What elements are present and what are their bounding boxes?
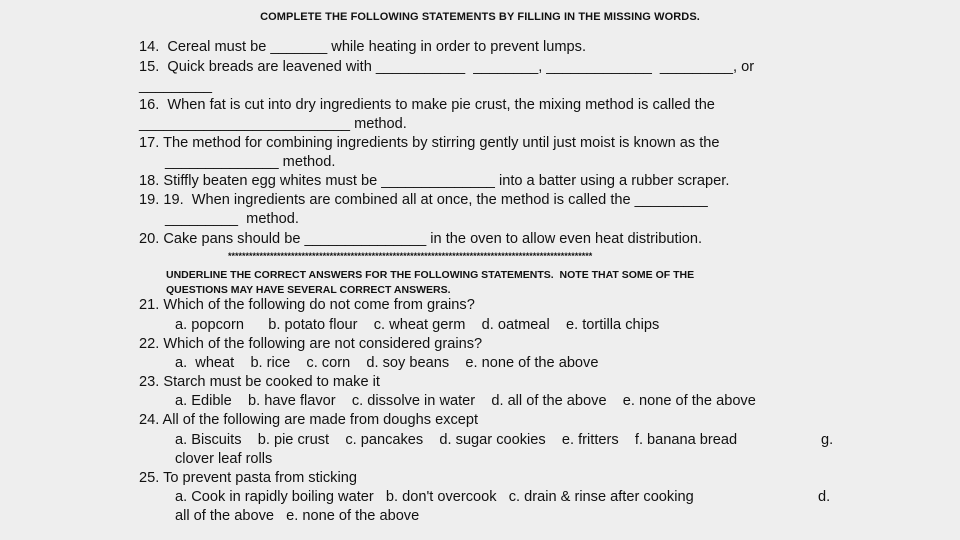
section2-heading-line2: QUESTIONS MAY HAVE SEVERAL CORRECT ANSWERS.	[166, 284, 451, 296]
question-24-options: a. Biscuits b. pie crust c. pancakes d. sugar cookies e. fritters f. banana bread	[175, 432, 738, 448]
question-21: 21. Which of the following do not come from grains?	[139, 297, 475, 313]
question-20: 20. Cake pans should be _______________ in the oven to allow even heat distribution.	[139, 231, 703, 247]
question-17: 17. The method for combining ingredients by stirring gently until just moist is known as the	[139, 135, 720, 151]
question-25-options: a. Cook in rapidly boiling water b. don't overcook c. drain & rinse after cooking	[175, 489, 694, 505]
question-24-options-tail: g.	[821, 432, 834, 448]
question-15: 15. Quick breads are leavened with ___________ ________, _____________ _________, or	[139, 59, 755, 75]
question-15-cont: _________	[139, 78, 213, 94]
question-19: 19. 19. When ingredients are combined all at once, the method is called the _________	[139, 192, 708, 208]
question-19-cont: _________ method.	[165, 211, 299, 227]
question-25-options-tail: d.	[818, 489, 831, 505]
question-22: 22. Which of the following are not considered grains?	[139, 336, 483, 352]
question-17-cont: ______________ method.	[165, 154, 336, 170]
question-23-options: a. Edible b. have flavor c. dissolve in water d. all of the above e. none of the above	[175, 393, 756, 409]
question-24: 24. All of the following are made from doughs except	[139, 412, 479, 428]
question-24-options-line2: clover leaf rolls	[175, 451, 273, 467]
section2-heading-line1: UNDERLINE THE CORRECT ANSWERS FOR THE FOLLOWING STATEMENTS. NOTE THAT SOME OF THE	[166, 269, 695, 281]
question-25-options-line2: all of the above e. none of the above	[175, 508, 420, 524]
question-16-cont: __________________________ method.	[139, 116, 407, 132]
question-21-options: a. popcorn b. potato flour c. wheat germ d. oatmeal e. tortilla chips	[175, 317, 660, 333]
question-23: 23. Starch must be cooked to make it	[139, 374, 380, 390]
question-14: 14. Cereal must be _______ while heating in order to prevent lumps.	[139, 39, 586, 55]
question-18: 18. Stiffly beaten egg whites must be ______________ into a batter using a rubber scraper.	[139, 173, 730, 189]
separator-stars: ********************************************************************************************************	[228, 251, 593, 261]
question-16: 16. When fat is cut into dry ingredients to make pie crust, the mixing method is called the	[139, 97, 715, 113]
question-25: 25. To prevent pasta from sticking	[139, 470, 357, 486]
question-22-options: a. wheat b. rice c. corn d. soy beans e. none of the above	[175, 355, 599, 371]
section1-heading: COMPLETE THE FOLLOWING STATEMENTS BY FILLING IN THE MISSING WORDS.	[260, 11, 700, 23]
